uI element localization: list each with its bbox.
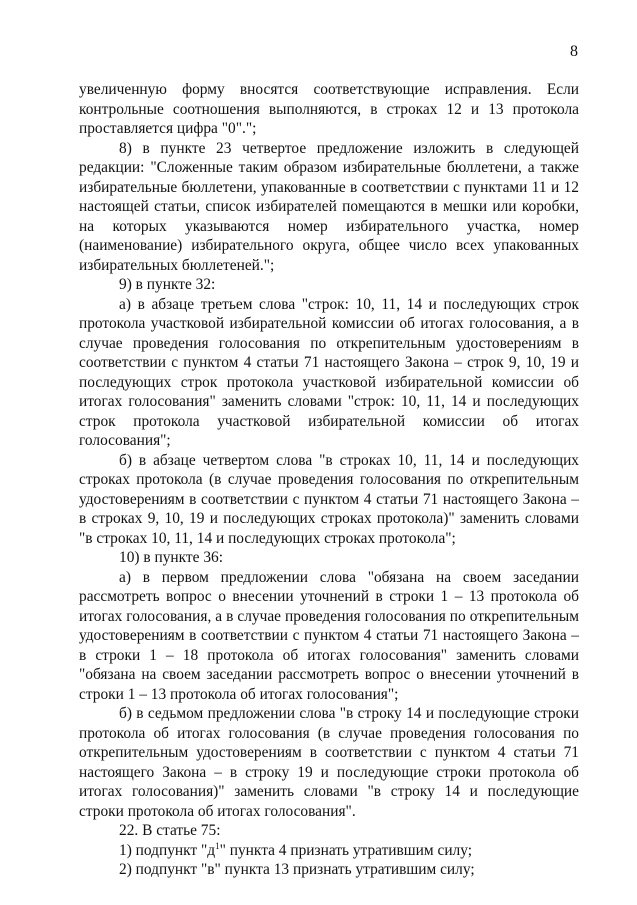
- list-item: 2) подпункт "в" пункта 13 признать утратившим силу;: [119, 861, 475, 878]
- superscript: 1: [215, 840, 220, 851]
- list-item-text: " пункта 4 признать утратившим силу;: [219, 841, 472, 859]
- paragraph: 8) в пункте 23 четвертое предложение изложить в следующей редакции: "Сложенные таким образом избирательные бюллетени, а также избирательные бюллетени, упакованные в соответствии с пунктами 11 и 12 настоящей статьи, список избирателей помещаются в мешки или коробки, на которых указываются номер избирательного участка, номер (наименование) избирательного округа, общее число всех упакованных избирательных бюллетеней.";: [79, 139, 579, 274]
- paragraph: 9) в пункте 32:: [119, 276, 216, 293]
- paragraph: 22. В статье 75:: [119, 822, 221, 839]
- paragraph: а) в первом предложении слова "обязана на своем заседании рассмотреть вопрос о внесении уточнений в строки 1 – 13 протокола об итогах голосования, а в случае проведения голосования по открепительным удостоверениям в соответствии с пунктом 4 статьи 71 настоящего Закона – в строки 1 – 18 протокола об итогах голосования" заменить словами "обязана на своем заседании рассмотреть вопрос о внесении уточнений в строки 1 – 13 протокола об итогах голосования";: [79, 568, 579, 703]
- list-item: [79, 841, 579, 861]
- document-body: [79, 80, 579, 880]
- list-item-text: 1) подпункт "д: [119, 841, 216, 859]
- paragraph: б) в абзаце четвертом слова "в строках 10, 11, 14 и последующих строках протокола (в случае проведения голосования по открепительным удостоверениям в соответствии с пунктом 4 статьи 71 настоящего Закона – в строках 9, 10, 19 и последующих строках протокола)" заменить словами "в строках 10, 11, 14 и последующих строках протокола";: [79, 451, 579, 547]
- paragraph: б) в седьмом предложении слова "в строку 14 и последующие строки протокола об итогах голосования (в случае проведения голосования по открепительным удостоверениям в соответствии с пунктом 4 статьи 71 настоящего Закона – в строку 19 и последующие строки протокола об итогах голосования)" заменить словами "в строку 14 и последующие строки протокола об итогах голосования".: [79, 705, 579, 820]
- paragraph: а) в абзаце третьем слова "строк: 10, 11, 14 и последующих строк протокола участковой избирательной комиссии об итогах голосования, а в случае проведения голосования по открепительным удостоверениям в соответствии с пунктом 4 статьи 71 настоящего Закона – строк 9, 10, 19 и последующих строк протокола участковой избирательной комиссии об итогах голосования" заменить словами "строк: 10, 11, 14 и последующих строк протокола участковой избирательной комиссии об итогах голосования";: [79, 295, 579, 449]
- paragraph: 10) в пункте 36:: [119, 549, 223, 566]
- page-number: 8: [570, 43, 578, 60]
- paragraph: увеличенную форму вносятся соответствующие исправления. Если контрольные соотношения выполняются, в строках 12 и 13 протокола проставляется цифра "0".";: [79, 81, 579, 137]
